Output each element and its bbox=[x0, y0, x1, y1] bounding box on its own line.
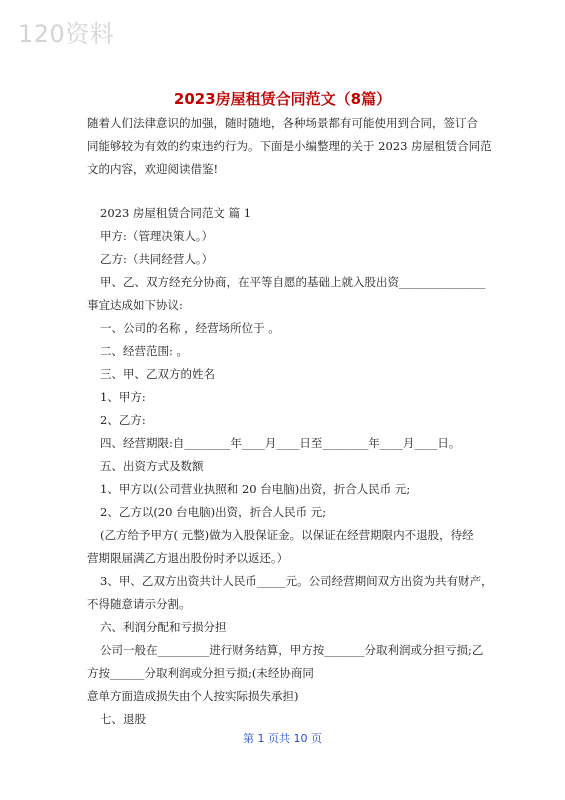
section-heading: 2023 房屋租赁合同范文 篇 1 bbox=[100, 206, 252, 220]
clause-5-item-3-line-2: 不得随意请示分割。 bbox=[87, 597, 191, 611]
clause-5: 五、出资方式及数额 bbox=[100, 459, 204, 473]
clause-6-line-1: 公司一般在_________进行财务结算，甲方按_______分取利润或分担亏损;乙 bbox=[100, 643, 484, 657]
page-number: 第 1 页共 10 页 bbox=[243, 732, 322, 745]
agreement-line-2: 事宜达成如下协议: bbox=[87, 298, 183, 312]
agreement-line-1: 甲、乙、双方经充分协商，在平等自愿的基础上就入股出资_______________ bbox=[100, 275, 486, 289]
document-title: 2023房屋租赁合同范文（8篇） bbox=[173, 90, 392, 108]
deposit-line-2: 营期限届满乙方退出股份时矛以返还。） bbox=[87, 551, 289, 565]
clause-6-line-3: 意单方面造成损失由个人按实际损失承担) bbox=[87, 689, 299, 703]
party-a-line: 甲方:（管理决策人。） bbox=[100, 229, 214, 243]
clause-6: 六、利润分配和亏损分担 bbox=[100, 620, 227, 634]
clause-6-line-2: 方按______分取利润或分担亏损;(未经协商同 bbox=[87, 666, 314, 680]
deposit-line-1: (乙方给予甲方( 元整)做为入股保证金。以保证在经营期限内不退股，待经 bbox=[100, 528, 474, 542]
clause-4: 四、经营期限:自________年____月____日至________年____月____日。 bbox=[100, 436, 461, 450]
clause-5-item-3-line-1: 3、甲、乙双方出资共计人民币_____元。公司经营期间双方出资为共有财产， bbox=[100, 574, 493, 588]
party-b-line: 乙方:（共同经营人。） bbox=[100, 252, 214, 266]
intro-line-2: 同能够较为有效的约束违约行为。下面是小编整理的关于 2023 房屋租赁合同范 bbox=[87, 139, 492, 153]
clause-3: 三、甲、乙双方的姓名 bbox=[100, 367, 215, 381]
clause-1: 一、公司的名称 ，经营场所位于 。 bbox=[100, 321, 280, 335]
clause-2: 二、经营范围: 。 bbox=[100, 344, 189, 358]
clause-3-item-1: 1、甲方: bbox=[100, 390, 146, 404]
watermark-logo: 120资料 bbox=[18, 20, 115, 48]
clause-5-item-1: 1、甲方以(公司营业执照和 20 台电脑)出资，折合人民币 元; bbox=[100, 482, 411, 496]
intro-line-3: 文的内容，欢迎阅读借鉴! bbox=[87, 162, 219, 176]
clause-3-item-2: 2、乙方: bbox=[100, 413, 146, 427]
clause-7: 七、退股 bbox=[100, 712, 146, 726]
intro-line-1: 随着人们法律意识的加强，随时随地，各种场景都有可能使用到合同，签订合 bbox=[87, 116, 478, 130]
clause-5-item-2: 2、乙方以(20 台电脑)出资，折合人民币 元; bbox=[100, 505, 327, 519]
